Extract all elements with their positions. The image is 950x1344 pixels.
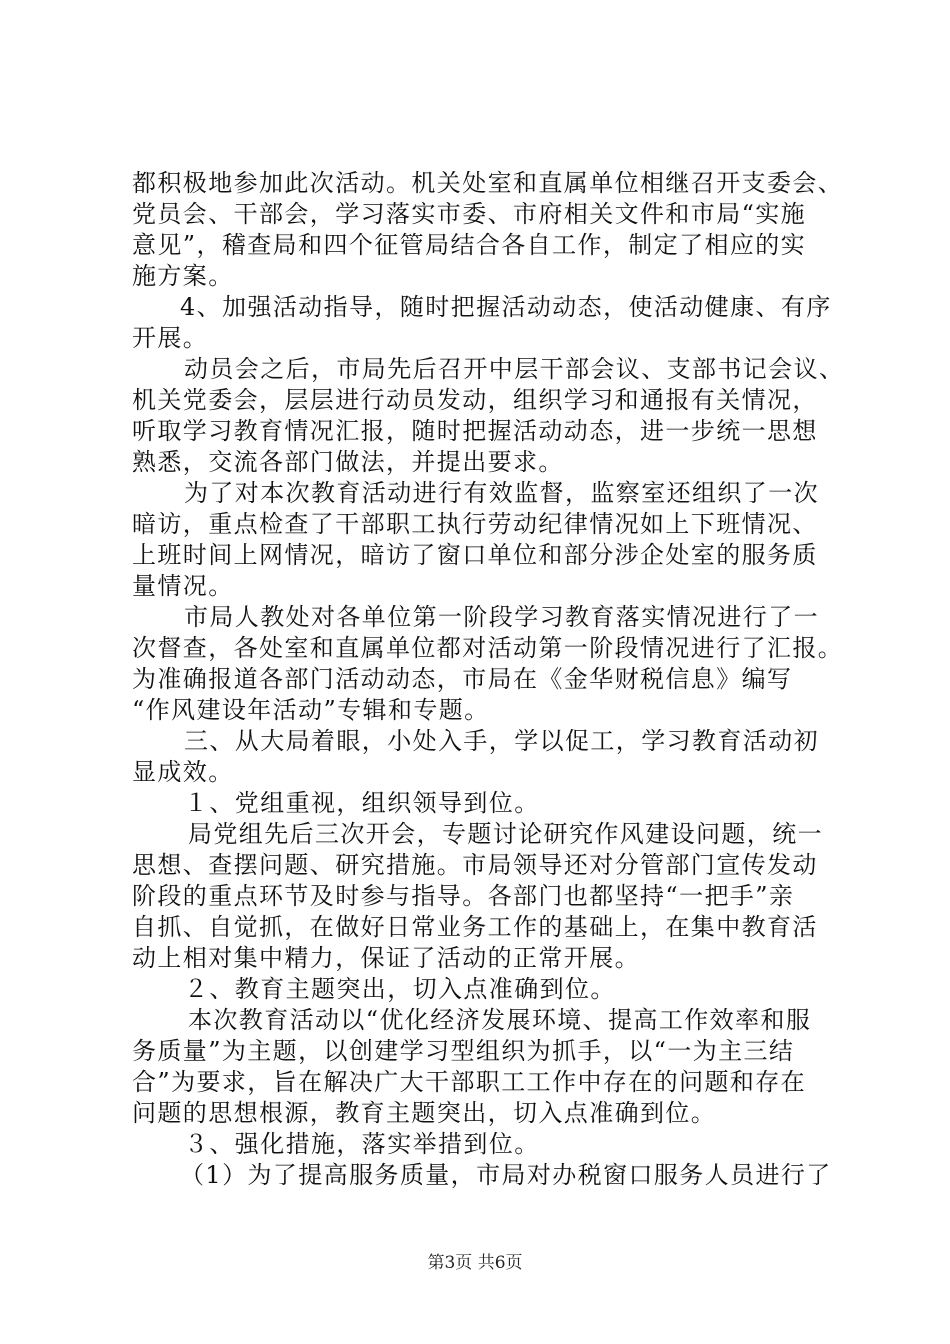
text-line: 阶段的重点环节及时参与指导。各部门也都坚持“一把手”亲 xyxy=(132,882,795,910)
text-line: （1）为了提高服务质量，市局对办税窗口服务人员进行了 xyxy=(180,1161,832,1189)
text-line: 动上相对集中精力，保证了活动的正常开展。 xyxy=(132,944,640,972)
page-number: 第3页 共6页 xyxy=(427,1253,523,1273)
text-line: “作风建设年活动”专辑和专题。 xyxy=(132,696,490,724)
text-line: 听取学习教育情况汇报，随时把握活动动态，进一步统一思想 xyxy=(132,417,818,445)
text-line: ２、教育主题突出，切入点准确到位。 xyxy=(184,975,616,1003)
text-line: 思想、查摆问题、研究措施。市局领导还对分管部门宣传发动 xyxy=(132,851,818,879)
text-line: 4、加强活动指导，随时把握活动动态，使活动健康、有序 xyxy=(180,293,832,321)
text-line: 为了对本次教育活动进行有效监督，监察室还组织了一次 xyxy=(184,479,819,507)
text-line: 务质量”为主题，以创建学习型组织为抓手，以“一为主三结 xyxy=(132,1037,795,1065)
text-line: 三、从大局着眼，小处入手，学以促工，学习教育活动初 xyxy=(184,727,819,755)
text-line: 市局人教处对各单位第一阶段学习教育落实情况进行了一 xyxy=(184,603,819,631)
text-line: 熟悉，交流各部门做法，并提出要求。 xyxy=(132,448,564,476)
text-line: 显成效。 xyxy=(132,758,234,786)
text-line: 次督查，各处室和直属单位都对活动第一阶段情况进行了汇报。 xyxy=(132,634,844,662)
text-line: 量情况。 xyxy=(132,572,234,600)
text-line: ３、强化措施，落实举措到位。 xyxy=(184,1130,540,1158)
text-line: 暗访，重点检查了干部职工执行劳动纪律情况如上下班情况、 xyxy=(132,510,818,538)
body-text xyxy=(132,168,845,1191)
text-line: 施方案。 xyxy=(132,262,234,290)
text-line: 本次教育活动以“优化经济发展环境、提高工作效率和服 xyxy=(188,1006,812,1034)
text-line: 上班时间上网情况，暗访了窗口单位和部分涉企处室的服务质 xyxy=(132,541,818,569)
text-line: 问题的思想根源，教育主题突出，切入点准确到位。 xyxy=(132,1099,717,1127)
text-line: 为准确报道各部门活动动态，市局在《金华财税信息》编写 xyxy=(132,665,793,693)
text-line: 意见”，稽查局和四个征管局结合各自工作，制定了相应的实 xyxy=(132,231,807,259)
text-line: 机关党委会，层层进行动员发动，组织学习和通报有关情况， xyxy=(132,386,818,414)
text-line: 动员会之后，市局先后召开中层干部会议、支部书记会议、 xyxy=(184,355,845,383)
text-line: 开展。 xyxy=(132,324,209,352)
text-line: １、党组重视，组织领导到位。 xyxy=(184,789,540,817)
text-line: 局党组先后三次开会，专题讨论研究作风建设问题，统一 xyxy=(188,820,823,848)
text-line: 合”为要求，旨在解决广大干部职工工作中存在的问题和存在 xyxy=(132,1068,807,1096)
text-line: 党员会、干部会，学习落实市委、市府相关文件和市局“实施 xyxy=(132,200,807,228)
text-line: 自抓、自觉抓，在做好日常业务工作的基础上，在集中教育活 xyxy=(132,913,818,941)
text-line: 都积极地参加此次活动。机关处室和直属单位相继召开支委会、 xyxy=(132,169,844,197)
